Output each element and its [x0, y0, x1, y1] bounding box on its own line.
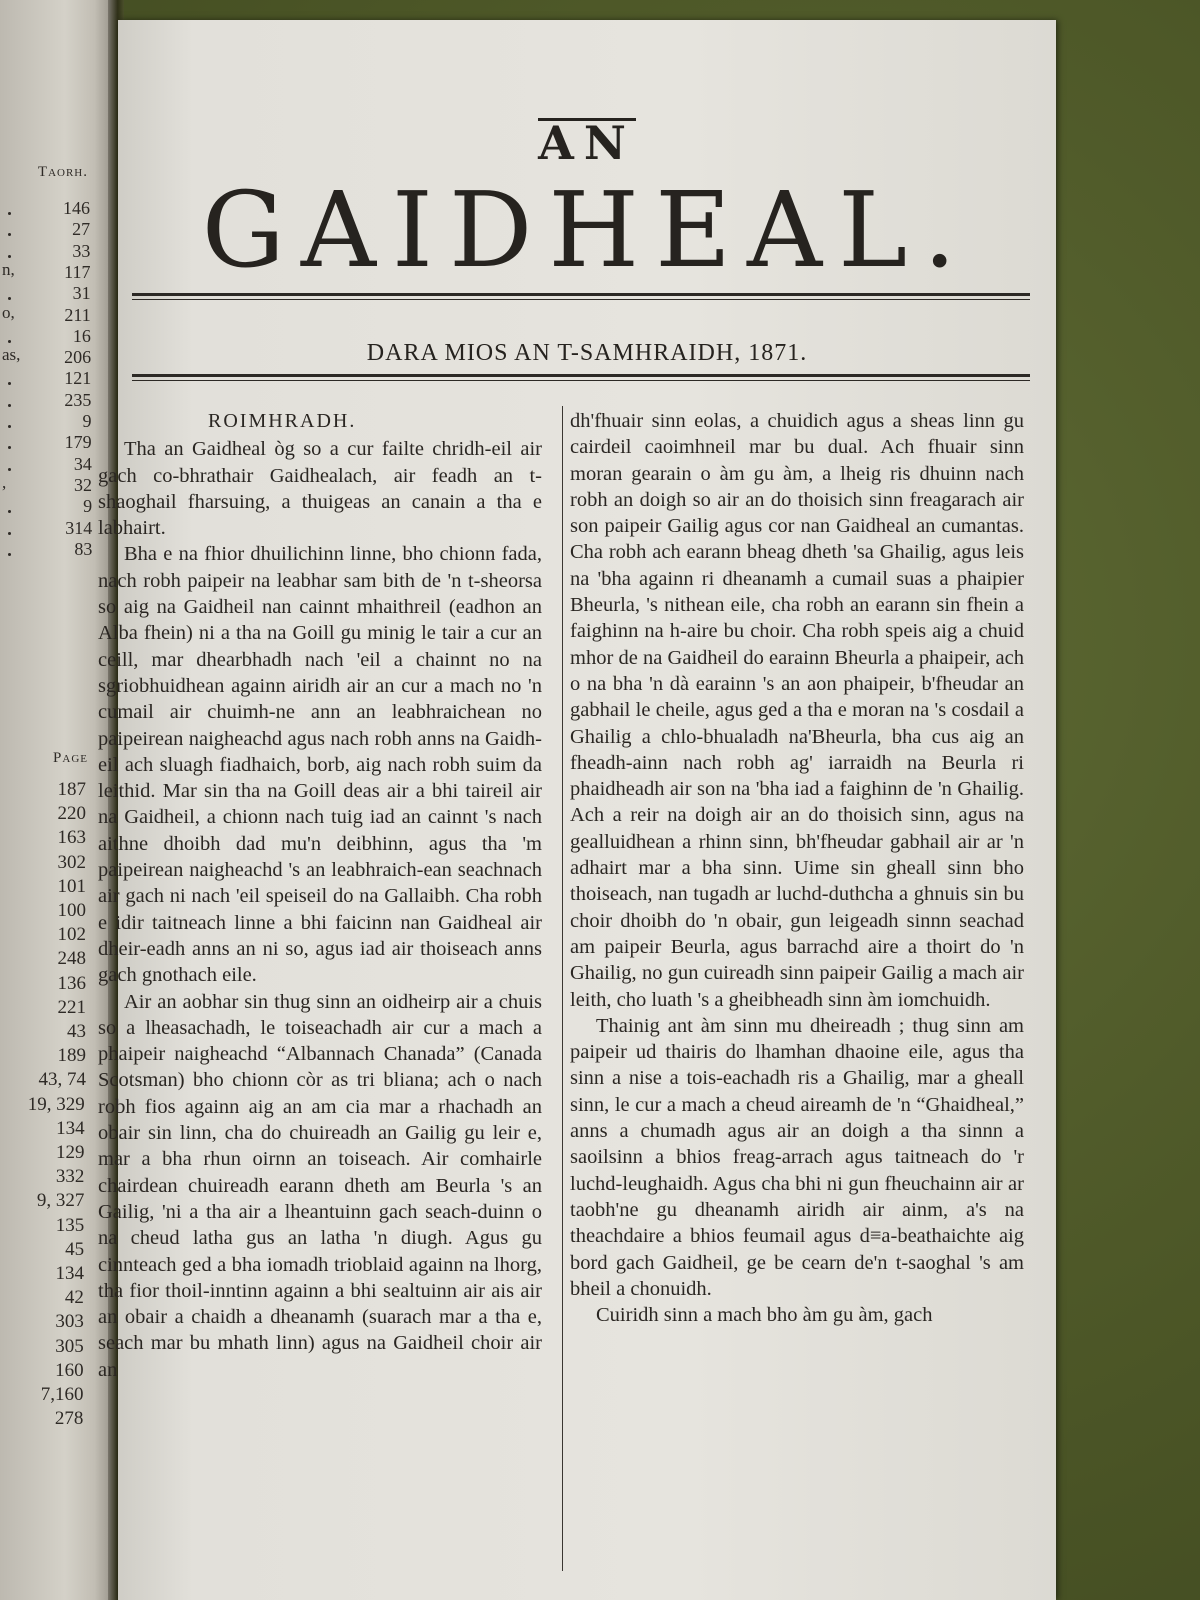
newspaper-page [98, 20, 1056, 1600]
left-page-number: 221 [57, 996, 86, 1018]
left-page-number: 7,160 [40, 1384, 84, 1405]
left-page-header: Taorh. [37, 164, 88, 180]
left-page-number: 16 [72, 325, 91, 346]
masthead-an: AN [538, 116, 636, 170]
left-page-number: 100 [57, 900, 86, 921]
left-page-number: 211 [64, 304, 91, 325]
left-page-number: 9, 327 [36, 1190, 85, 1212]
left-page-fragment: o, [2, 302, 15, 322]
left-page-number: 248 [57, 948, 86, 970]
left-page-number: 303 [55, 1311, 84, 1333]
left-page-number: 206 [64, 347, 92, 368]
left-page-fragment: as, [2, 345, 21, 365]
left-page-number: 34 [73, 453, 92, 474]
left-page-dot [8, 425, 11, 428]
left-page-dot [8, 255, 11, 258]
left-page-dot [8, 382, 11, 385]
article-paragraph: Cuiridh sinn a mach bho àm gu àm, gach [596, 1304, 933, 1327]
left-page-number: 146 [63, 198, 90, 218]
left-page-number: 187 [57, 779, 86, 800]
left-page-number: 101 [57, 875, 86, 897]
masthead-rule-top [132, 293, 1030, 296]
left-page-number: 102 [57, 924, 86, 946]
left-page-dot [8, 446, 11, 449]
left-page-number: 42 [64, 1287, 84, 1309]
article-right-column [570, 408, 1024, 1328]
left-page-page-header: Page [53, 750, 88, 766]
article-paragraph: Tha an Gaidheal òg so a cur failte chridh-eil air gach co-bhrathair Gaidhealach, air feadh an t-shaoghail fharsuing, a thuigeas an canain a tha e labhairt. [98, 438, 542, 540]
left-page-number: 179 [64, 432, 92, 453]
left-page-number: 314 [65, 517, 93, 538]
left-page-dot [8, 340, 11, 343]
left-page-dot [8, 404, 11, 407]
left-page-number: 43 [67, 1021, 86, 1042]
left-page-fragment: , [2, 472, 7, 492]
left-page-number: 31 [72, 283, 91, 304]
left-page-number: 332 [55, 1166, 85, 1188]
left-page-number: 189 [57, 1045, 86, 1067]
left-page-number: 302 [57, 851, 86, 873]
left-page-number: 9 [82, 411, 92, 431]
column-separator [562, 406, 563, 1571]
left-page-dot [8, 510, 11, 513]
left-page-number: 136 [57, 972, 86, 994]
article-left-column [98, 408, 542, 1383]
left-page-number: 19, 329 [27, 1093, 85, 1115]
left-page-number: 134 [56, 1117, 85, 1139]
left-page-number: 135 [55, 1214, 85, 1236]
left-page-number: 117 [64, 261, 91, 282]
left-page-number: 9 [83, 496, 93, 517]
left-page-dot [8, 297, 11, 300]
masthead-title: GAIDHEAL. [201, 169, 973, 291]
left-page-number: 33 [72, 240, 91, 261]
left-page-dot [8, 233, 11, 236]
left-page-number: 121 [64, 368, 92, 389]
left-page-number: 27 [72, 219, 91, 240]
dateline-rule-thin [132, 380, 1030, 381]
left-page-dot [8, 468, 11, 471]
article-paragraph: dh'fhuair sinn eolas, a chuidich agus a sheas linn gu cairdeil caoimhneil mar bu dual. Ach fhuair sinn moran gearain o àm gu àm, a lheig ris dhuinn nach robh an doigh so air an do thoisich sinn freagarach air son paipeir Gailig agus cor nan Gaidheal an cumantas. Cha robh ach earann bheag dheth 'sa Ghailig, agus leis na 'bha againn ri dheanamh a cumail suas a phaipier Bheurla, 's nithean eile, cha robh an earann sin fhein a faighinn na h-aire bu choir. Cha robh speis aig a chuid mhor de na Gaidheil do earainn Bheurla a phaipeir, ach o na bha 'n dà earainn 's an aon phaipeir, b'fheudar an gabhail le cheile, agus ged a tha e moran na 's cosdail a Ghailig a chlo-bhualadh na'Bheurla, bha cus aig an fheadh-ainn nach robh ag' iarraidh na Beurla ri phaidheadh air son na 'bha iad a faighinn de 'n Ghailig. Ach a reir na doigh air an do thoisich sinn, agus na gealluidhean a rhinn sinn, bh'fheudar gabhail air ar 'n adhairt mar a bha sinn. Uime sin gheall sinn bho thoiseach, nan tugadh ar luchd-duthcha a ghnuis sin bu choir dhoibh do 'n obair, gun leigeadh sinnn seachad am paipeir Beurla, agus barrachd aire a thoirt do 'n Ghailig, no gun cuireadh sinn paipeir Gailig a mach air leith, cho luath 's a gheibheadh sinn àm iomchuidh. [570, 410, 1024, 1011]
masthead-rule-top-thin [132, 299, 1030, 300]
left-page-number: 134 [55, 1263, 84, 1284]
left-page-dot [8, 212, 11, 215]
left-page-number: 129 [56, 1142, 85, 1163]
left-page-number: 83 [74, 538, 93, 559]
left-page-fragment: n, [2, 259, 15, 279]
left-page-number: 43, 74 [38, 1069, 86, 1091]
left-page-number: 160 [55, 1359, 84, 1381]
left-page-dot [8, 532, 11, 535]
left-page-number: 305 [55, 1335, 84, 1357]
article-heading: ROIMHRADH. [208, 410, 357, 432]
left-page-number: 32 [73, 474, 92, 495]
issue-dateline: DARA MIOS AN T-SAMHRAIDH, 1871. [366, 340, 808, 366]
dateline-rule-thick [132, 374, 1030, 377]
article-paragraph: Thainig ant àm sinn mu dheireadh ; thug sinn am paipeir ud thairis do lhamhan dhaoine eile, agus tha sinn a nise a tois-eachadh ris a Ghailig, mar a gheall sinn, le cur a mach a cheud aireamh de 'n “Ghaidheal,” anns a chumadh agus air an doigh a tha sinnn a saoilsinn a bhios freag-arrach agus taitneach do 'r luchd-leughaidh. Agus cha bhi ni gun fheuchainn air ar taobh'ne gu dheanamh airidh air ainm, a's na theachdaire a bhios feumail agus d≡a-beathaichte aig bord gach Gaidheil, ge be cearn de'n t-saoghal 's am bheil a chonuidh. [570, 1014, 1024, 1300]
left-page-dot [8, 553, 11, 556]
article-paragraph: Bha e na fhior dhuilichinn linne, bho chionn fada, nach robh paipeir na leabhar sam bith de 'n t-sheorsa so aig na Gaidheil nan cainnt mhaithreil (eadhon an Alba fhein) ni a tha na Goill gu minig le tair a cur an ceill, mar dhearbhadh nach 'eil a chainnt no na sgriobhuidhean againn airidh air an cur a mach no 'n cumail air chuimh-ne ann an leabhraichean no paipeirean naigheachd agus nach robh anns na Gaidh-eil ach sluagh fiadhaich, borb, aig nach robh suim da leithid. Mar sin tha na Goill deas air a bhi taireil air na Gaidheil, a chionn nach tuig iad an cainnt 's nach aithne dhoibh dad mu'n deibhinn, agus tha 'm paipeirean naigheachd 's an leabhraich-ean seachnach air gach ni nach 'eil speiseil do na Gallaibh. Cha robh e idir taitneach linne a bhi faicinn nan Gaidheal air dheir-eadh anns an ni so, agus iad air thoiseach anns gach gnothach eile. [98, 543, 542, 987]
left-page-number: 220 [57, 803, 86, 825]
left-page-number: 45 [65, 1238, 85, 1260]
article-paragraph: Air an aobhar sin thug sinn an oidheirp air a chuis so a lheasachadh, le toiseachadh air cur a mach a phaipeir naigheachd “Albannach Chanada” (Canada Scotsman) bho chionn còr as tri bliana; ach o nach robh fios againn aig an am cia mar a rhachadh an obair sin linn, cha do chuireadh an Gailig gu leir e, mar a bha rhun oirnn an toiseach. Air comhairle chairdean chuireadh earann dheth am Beurla 's an Gailig, 'ni a tha air a lheantuinn gach seach-duinn o na cheud latha gus an latha 'n diugh. Agus gu cinnteach ged a bha iomadh trioblaid againn na lhorg, tha fior thoil-inntinn againn a bhi sealtuinn air ais air an obair a chaidh a dheanamh (suarach mar a tha e, seach mar bu mhath linn) agus na Gaidheil choir air an [98, 990, 542, 1381]
left-page-number: 163 [57, 827, 86, 849]
left-page-number: 235 [64, 389, 92, 410]
left-page-number: 278 [54, 1408, 84, 1430]
